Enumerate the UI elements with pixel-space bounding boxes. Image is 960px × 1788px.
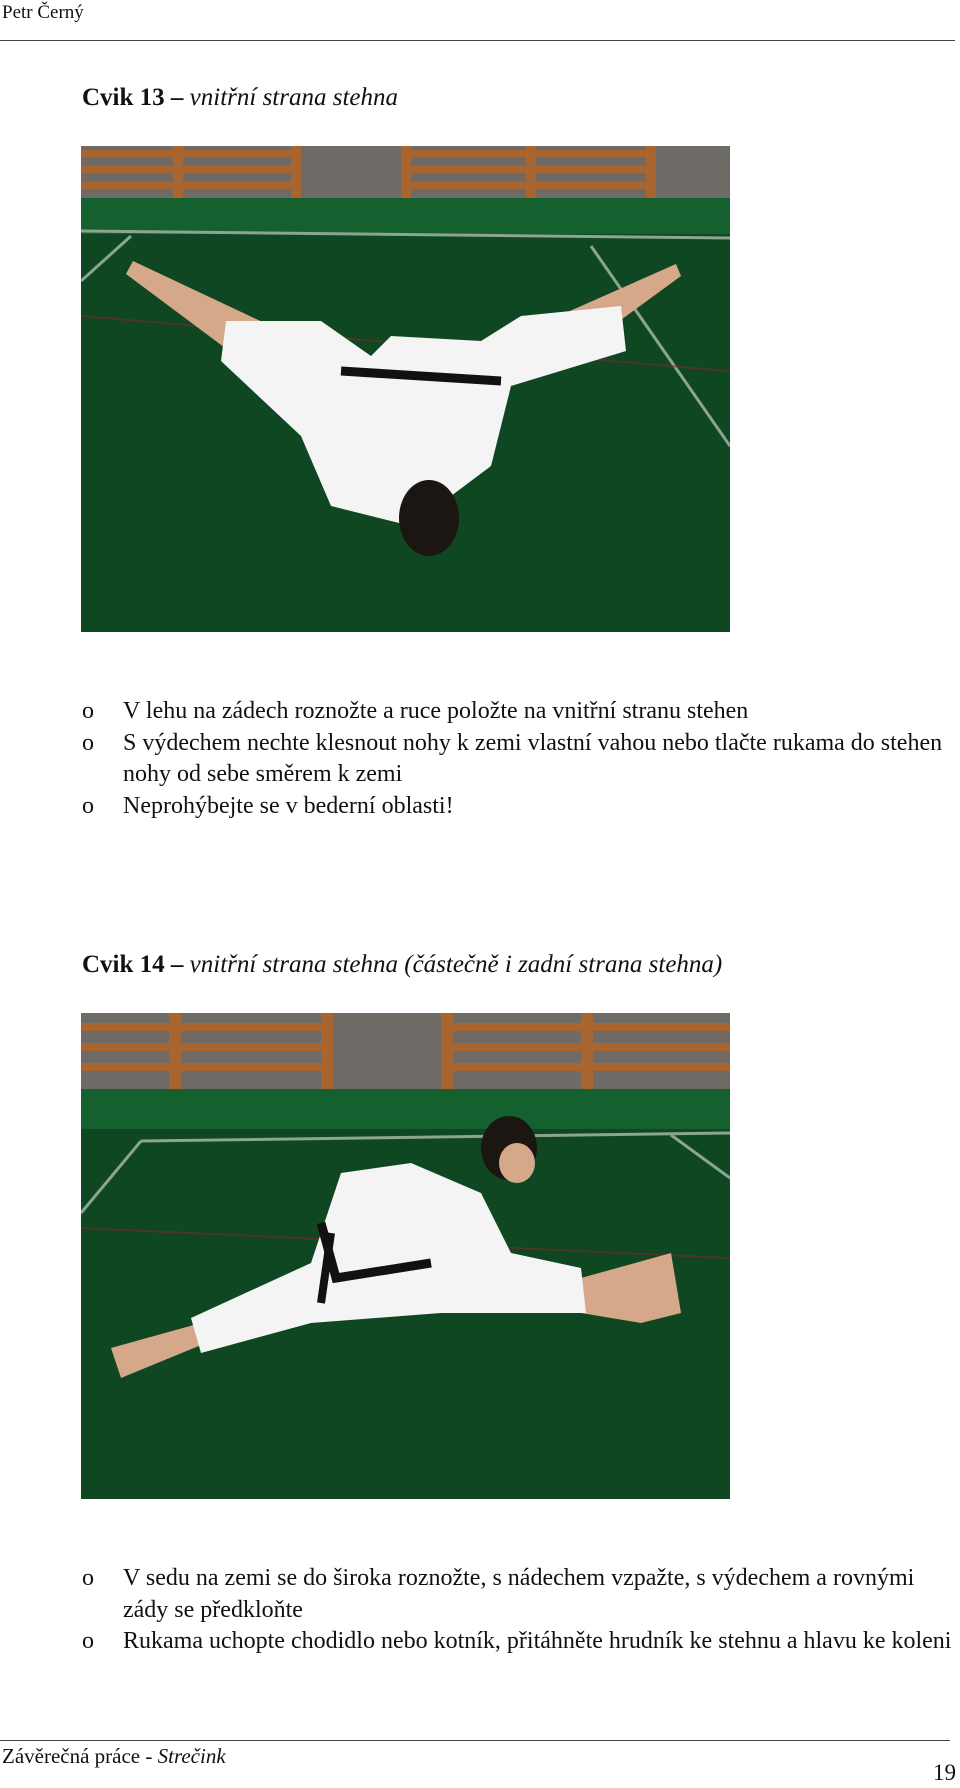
exercise-heading-14 [82,951,722,979]
list-item-text: S výdechem nechte klesnout nohy k zemi vlastní vahou nebo tlačte rukama do stehen nohy od sebe směrem k zemi [123,729,943,787]
header-rule [0,40,955,41]
page-number: 19 [933,1760,956,1785]
bullet-marker: o [82,729,94,756]
list-item-text: V lehu na zádech roznožte a ruce položte na vnitřní stranu stehen [123,698,749,724]
list-item [82,1563,952,1626]
exercise-instructions-14 [82,1563,952,1658]
list-item-text: Neprohýbejte se v bederní oblasti! [123,792,454,819]
list-item [82,791,952,823]
bullet-marker: o [82,698,94,724]
bullet-marker: o [82,1628,94,1654]
exercise-number: Cvik 13 [82,84,165,111]
list-item-text: Rukama uchopte chodidlo nebo kotník, přitáhněte hrudník ke stehnu a hlavu ke koleni [123,1628,952,1654]
bullet-marker: o [82,1565,94,1591]
heading-dash: – [164,951,190,978]
footer-label: Závěrečná práce - [2,1744,158,1768]
footer-rule [0,1740,950,1741]
exercise-heading-13 [82,84,398,112]
footer-label-italic: Strečink [157,1744,226,1768]
list-item [82,696,952,728]
bullet-marker: o [82,792,94,819]
exercise-subtitle: vnitřní strana stehna [189,84,398,111]
footer-title [2,1744,226,1769]
exercise-number: Cvik 14 [82,951,165,978]
exercise-photo-14 [81,1013,730,1499]
list-item [82,1626,952,1658]
list-item [82,728,952,791]
list-item-text: V sedu na zemi se do široka roznožte, s nádechem vzpažte, s výdechem a rovnými zády se předkloňte [123,1565,915,1623]
header-author: Petr Černý [2,2,84,23]
heading-dash: – [164,84,190,111]
exercise-photo-13 [81,146,730,632]
exercise-instructions-13 [82,696,952,822]
exercise-subtitle: vnitřní strana stehna (částečně i zadní strana stehna) [189,951,723,978]
